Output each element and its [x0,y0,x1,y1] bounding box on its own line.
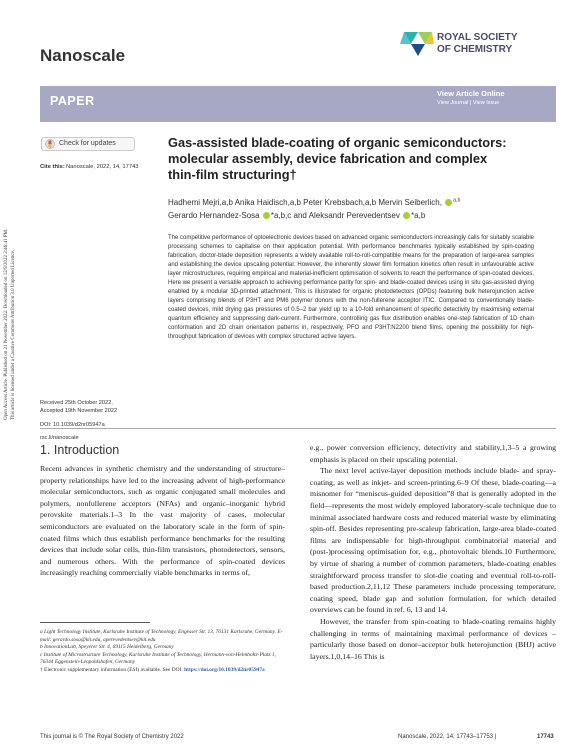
check-for-updates-label: Check for updates [59,140,116,147]
view-journal-issue-links[interactable]: View Journal | View Issue [437,100,500,106]
paragraph: e.g., power conversion efficiency, detectivity and stability,1,3–5 a growing emphasis is placed on their upscaling potential. [310,443,556,464]
section-divider [40,428,556,429]
orcid-icon[interactable] [263,212,270,219]
article-type-label: PAPER [50,94,95,108]
footnotes [40,629,285,675]
section-heading: 1. Introduction [40,443,120,457]
footnote-c: c Institute of Microstructure Technology, Karlsruhe Institute of Technology, Hermann-von-Helmholtz-Platz 1, 76344 Eggenstein-Leopoldshafen, Germany [40,651,276,666]
article-title: Gas-assisted blade-coating of organic semiconductors: molecular assembly, device fabrication and complex thin-film structuring† [168,135,507,182]
body-column-left: Recent advances in synthetic chemistry and the understanding of structure–property relationships have led to the increasing advent of high-performance molecular semiconductors, such as organic conjugated small molecules and polymers, nonfullerene acceptors (NFAs) and organic–inorganic hybrid perovskite materials.1–3 In the vast majority of cases, molecular semiconductors are evaluated on the laboratory scale in the form of spin-coated films which thus establish performance benchmarks for the resulting devices that include solar cells, thin-film transistors, photodetectors, sensors, and numerous others. With the performance of spin-coated devices increasingly reaching commercially viable benchmarks in terms of, [40,464,285,578]
cite-label: Cite this: [40,164,65,170]
author-hernandez-sosa: Gerardo Hernandez-Sosa [168,211,260,220]
authors-line-1: Hadhemi Mejri,a,b Anika Haidisch,a,b Peter Krebsbach,a,b Mervin Seiberlich, [168,198,442,207]
open-access-line: Open Access Article. Published on 21 November 2022. Downloaded on 12/9/2022 2:46:41 PM. [4,228,9,420]
footnote-esi: † Electronic supplementary information (ESI) available. See DOI: [40,666,185,673]
paragraph: The next level active-layer deposition methods include blade- and spray-coating, as well as inkjet- and screen-printing.6–9 Of these, blade-coating—a misnomer for “meniscus-guided deposition”8 that is generally adopted in the field—represents the most widely employed laboratory-scale technique due to minimal associated hardware costs and reduced material waste by eliminating spin-off. Besides representing pre-scaleup fabrication, large-area blade-coated films are indispensable for high-throughput combinatorial material and (post-)processing optimisation for, e.g., photovoltaic blends.10 Furthermore, by virtue of sharing a number of common parameters, blade-coating enables straightforward process transfer to slot-die coating and eventual roll-to-roll-based production.2,11,12 These parameters include processing temperature, coating speed, blade gap and solution formulation, for which detailed overviews can be found in ref. 6, 13 and 14. [310,466,556,615]
article-history [40,399,117,442]
journal-url[interactable]: rsc.li/nanoscale [40,434,79,441]
orcid-icon[interactable] [403,212,410,219]
licence-line[interactable]: This article is licensed under a Creative Commons Attribution 3.0 Unported Licence. [10,249,16,420]
check-for-updates-button[interactable] [41,137,135,151]
esi-doi-link[interactable]: https://doi.org/10.1039/d2nr05947a [184,666,265,673]
logo-line-2: OF CHEMISTRY [437,44,513,55]
abstract: The competitive performance of optoelectronic devices based on advanced organic semiconductors increasingly calls for suitably scalable processing schemes to capitalise on their application potential. With performance benchmarks typically established by spin-coating fabrication, doctor-blade deposition represents a widely available roll-to-roll-compatible means for the preparation of large-area samples and establishing the device upscaling potential. However, the inherently slower film formation kinetics often result in unfavourable active layer microstructures, requiring empirical and material-inefficient optimisation of solvents to reach the performance of spin-coated devices. Here we present a versatile approach to achieving performance parity for spin- and blade-coated devices using in situ gas-assisted drying enabled by a modular 3D-printed attachment. This is illustrated for organic photodetectors (OPDs) featuring bulk heterojunction active layers comprising blends of P3HT and PM6 polymer donors with the non-fullerene acceptor ITIC. Compared to conventionally blade-coated devices, mild drying gas pressures of 0.5–2 bar yield up to a 10-fold enhancement of specific detectivity by maximising external quantum efficiency and suppressing dark-current. Furthermore, controlling gas flux distribution enables one-step fabrication of 1D chain conformation and 2D chain orientation patterns in, respectively, PFO and P3HT:N2200 blend films, opening the possibility for high-throughput fabrication of devices with complex structured active layers. [168,235,534,340]
footnote-b: b InnovationLab, Speyerer Str. 4, 69115 Heidelberg, Germany [40,644,174,651]
citation-text: Nanoscale, 2022, 14, 17743 [66,164,139,170]
footnote-divider [40,622,150,623]
affiliation-marker: a,b [453,197,461,204]
footer-citation: Nanoscale, 2022, 14, 17743–17753 | [398,734,497,740]
author-list [168,196,538,222]
view-article-online-link[interactable]: View Article Online [437,89,505,98]
doi[interactable]: DOI: 10.1039/d2nr05947a [40,421,105,428]
body-column-right [310,442,556,662]
open-access-strip [4,130,18,420]
crossmark-icon [45,139,55,149]
logo-line-1: ROYAL SOCIETY [437,32,518,43]
affiliation-marker: *a,b [411,211,426,220]
paragraph: However, the transfer from spin-coating to blade-coating remains highly challenging in terms of maintaining maximal performance of devices – particularly those based on donor–acceptor bulk heterojunction (BHJ) active layers.1,0,14–16 This is [310,616,556,661]
authors-line-2-middle: *a,b,c and Aleksandr Perevedentsev [270,211,400,220]
footer-copyright: This journal is © The Royal Society of Chemistry 2022 [40,734,184,740]
journal-name: Nanoscale [40,46,126,65]
rsc-logo-text [437,32,518,56]
accepted-date: Accepted 19th November 2022 [40,408,118,415]
orcid-icon[interactable] [445,199,452,206]
page-number: 17743 [537,734,554,740]
received-date: Received 25th October 2022, [40,400,113,406]
footnote-a: a Light Technology Institute, Karlsruhe Institute of Technology, Engesser Str. 13, 76131 Karlsruhe, Germany. E-mail: gerardo.sosa@kit.edu, aperevedentsev@kit.edu [40,629,283,643]
